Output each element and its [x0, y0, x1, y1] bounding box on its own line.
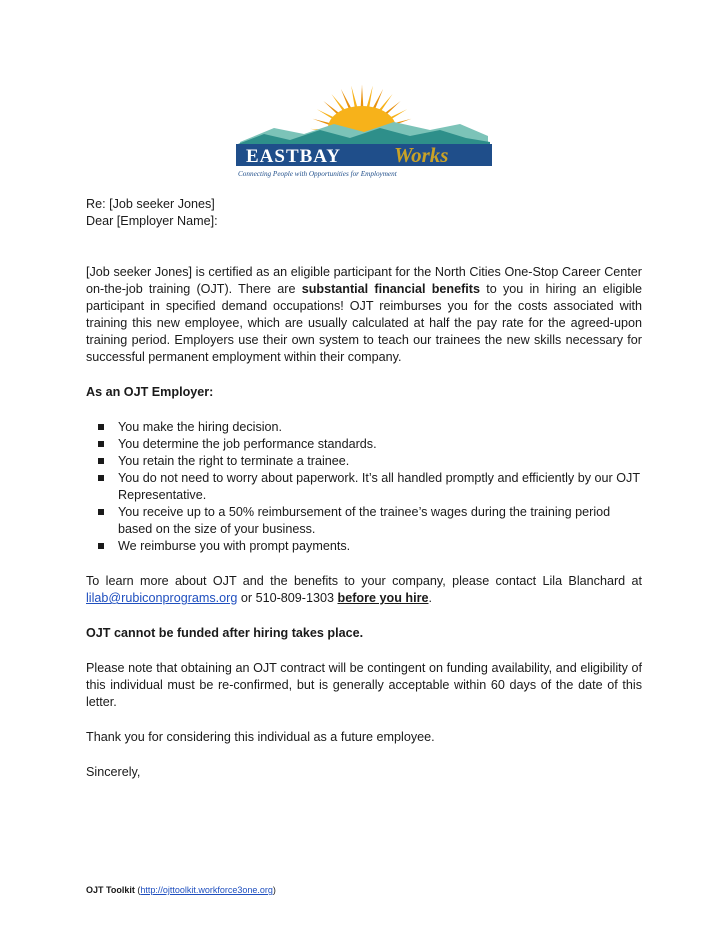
before-you-hire-emphasis: before you hire [337, 591, 429, 605]
employer-benefits-list [86, 419, 642, 555]
eastbay-works-logo [234, 84, 494, 178]
re-line: Re: [Job seeker Jones] [86, 197, 215, 211]
footer: OJT Toolkit (http://ojttoolkit.workforce3one.org) [86, 885, 276, 895]
bullet-square-icon [98, 424, 104, 430]
intro-paragraph [86, 264, 642, 366]
footer-url-link[interactable]: http://ojttoolkit.workforce3one.org [140, 885, 273, 895]
contact-email-link[interactable]: lilab@rubiconprograms.org [86, 591, 238, 605]
logo-tagline: Connecting People with Opportunities for Employment [238, 170, 397, 178]
bullet-square-icon [98, 509, 104, 515]
logo-graphic [234, 84, 494, 178]
list-item: We reimburse you with prompt payments. [118, 538, 642, 555]
bullet-square-icon [98, 458, 104, 464]
logo-brand-works: Works [394, 143, 449, 167]
list-item: You make the hiring decision. [118, 419, 642, 436]
intro-bold: substantial financial benefits [301, 282, 481, 296]
list-item: You retain the right to terminate a trainee. [118, 453, 642, 470]
thanks-line: Thank you for considering this individual as a future employee. [86, 730, 435, 744]
salutation: Dear [Employer Name]: [86, 214, 218, 228]
bullet-square-icon [98, 475, 104, 481]
bullet-square-icon [98, 543, 104, 549]
contact-paragraph: To learn more about OJT and the benefits to your company, please contact Lila Blanchard at lilab@rubiconprograms.org or 510-809-1303 before you hire. [86, 574, 642, 605]
footer-label: OJT Toolkit [86, 885, 135, 895]
eligibility-note: Please note that obtaining an OJT contract will be contingent on funding availability, and eligibility of this individual must be re-confirmed, but is generally acceptable within 60 days of the date of this letter. [86, 661, 642, 709]
intro-text-2: to you in hiring an eligible participant in specified demand occupations! OJT reimburses you for the costs associated with training this new employee, which are usually calculated at half the pay rate for the agreed-upon training period. Employers use their own system to teach our trainees the new skills necessary for successful permanent employment within their company. [86, 282, 643, 364]
section-heading: As an OJT Employer: [86, 385, 214, 399]
list-item: You receive up to a 50% reimbursement of the trainee’s wages during the training period based on the size of your business. [118, 504, 642, 538]
logo-brand-eastbay: EASTBAY [246, 146, 342, 167]
list-item: You determine the job performance standards. [118, 436, 642, 453]
funding-warning: OJT cannot be funded after hiring takes place. [86, 626, 364, 640]
letter-body [86, 196, 642, 781]
closing: Sincerely, [86, 765, 141, 779]
list-item: You do not need to worry about paperwork. It’s all handled promptly and efficiently by our OJT Representative. [118, 470, 642, 504]
intro-text-1: [Job seeker Jones] is certified as an eligible participant for the North Cities One-Stop Career Center on-the-job training (OJT). There are [86, 265, 642, 296]
bullet-square-icon [98, 441, 104, 447]
